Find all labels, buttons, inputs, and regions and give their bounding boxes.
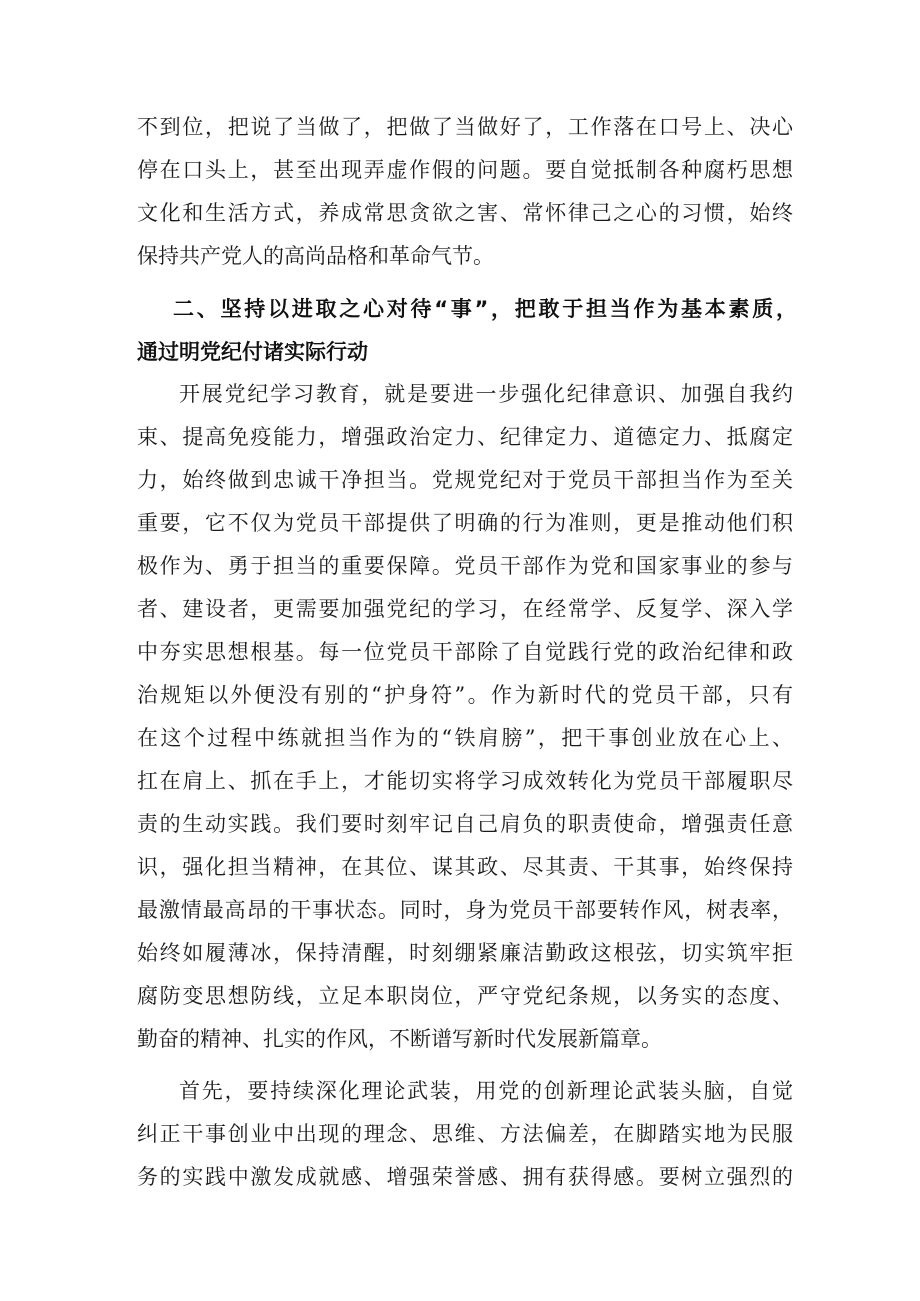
paragraph-line: 治规矩以外便没有别的“护身符”。作为新时代的党员干部，只有: [137, 683, 793, 707]
section-heading-line: 二、坚持以进取之心对待“事”，把敢于担当作为基本素质，: [173, 297, 797, 321]
paragraph-line: 扛在肩上、抓在手上，才能切实将学习成效转化为党员干部履职尽: [137, 769, 793, 793]
paragraph-line: 首先，要持续深化理论武装，用党的创新理论武装头脑，自觉: [179, 1079, 793, 1103]
paragraph-line: 勤奋的精神、扎实的作风，不断谱写新时代发展新篇章。: [137, 1027, 662, 1051]
paragraph-line: 中夯实思想根基。每一位党员干部除了自觉践行党的政治纪律和政: [137, 640, 793, 664]
paragraph-line: 识，强化担当精神，在其位、谋其政、尽其责、干其事，始终保持: [137, 855, 793, 879]
paragraph-line: 极作为、勇于担当的重要保障。党员干部作为党和国家事业的参与: [137, 554, 793, 578]
paragraph-line: 者、建设者，更需要加强党纪的学习，在经常学、反复学、深入学: [137, 597, 793, 621]
paragraph-line: 腐防变思想防线，立足本职岗位，严守党纪条规，以务实的态度、: [137, 984, 793, 1008]
paragraph-line: 在这个过程中练就担当作为的“铁肩膀”，把干事创业放在心上、: [137, 726, 793, 750]
paragraph-line: 开展党纪学习教育，就是要进一步强化纪律意识、加强自我约: [179, 382, 793, 406]
paragraph-line: 文化和生活方式，养成常思贪欲之害、常怀律己之心的习惯，始终: [137, 201, 793, 225]
paragraph-line: 停在口头上，甚至出现弄虚作假的问题。要自觉抵制各种腐朽思想: [137, 158, 793, 182]
paragraph-line: 责的生动实践。我们要时刻牢记自己肩负的职责使命，增强责任意: [137, 812, 793, 836]
paragraph-line: 纠正干事创业中出现的理念、思维、方法偏差，在脚踏实地为民服: [137, 1122, 793, 1146]
paragraph-line: 务的实践中激发成就感、增强荣誉感、拥有获得感。要树立强烈的: [137, 1165, 793, 1189]
paragraph-line: 最激情最高昂的干事状态。同时，身为党员干部要转作风，树表率，: [137, 898, 793, 922]
paragraph-line: 始终如履薄冰，保持清醒，时刻绷紧廉洁勤政这根弦，切实筑牢拒: [137, 941, 793, 965]
paragraph-line: 不到位，把说了当做了，把做了当做好了，工作落在口号上、决心: [137, 115, 793, 139]
paragraph-line: 力，始终做到忠诚干净担当。党规党纪对于党员干部担当作为至关: [137, 468, 793, 492]
paragraph-line: 束、提高免疫能力，增强政治定力、纪律定力、道德定力、抵腐定: [137, 425, 793, 449]
section-heading-line: 通过明党纪付诸实际行动: [137, 340, 368, 364]
paragraph-line: 保持共产党人的高尚品格和革命气节。: [137, 244, 494, 268]
paragraph-line: 重要，它不仅为党员干部提供了明确的行为准则，更是推动他们积: [137, 511, 793, 535]
